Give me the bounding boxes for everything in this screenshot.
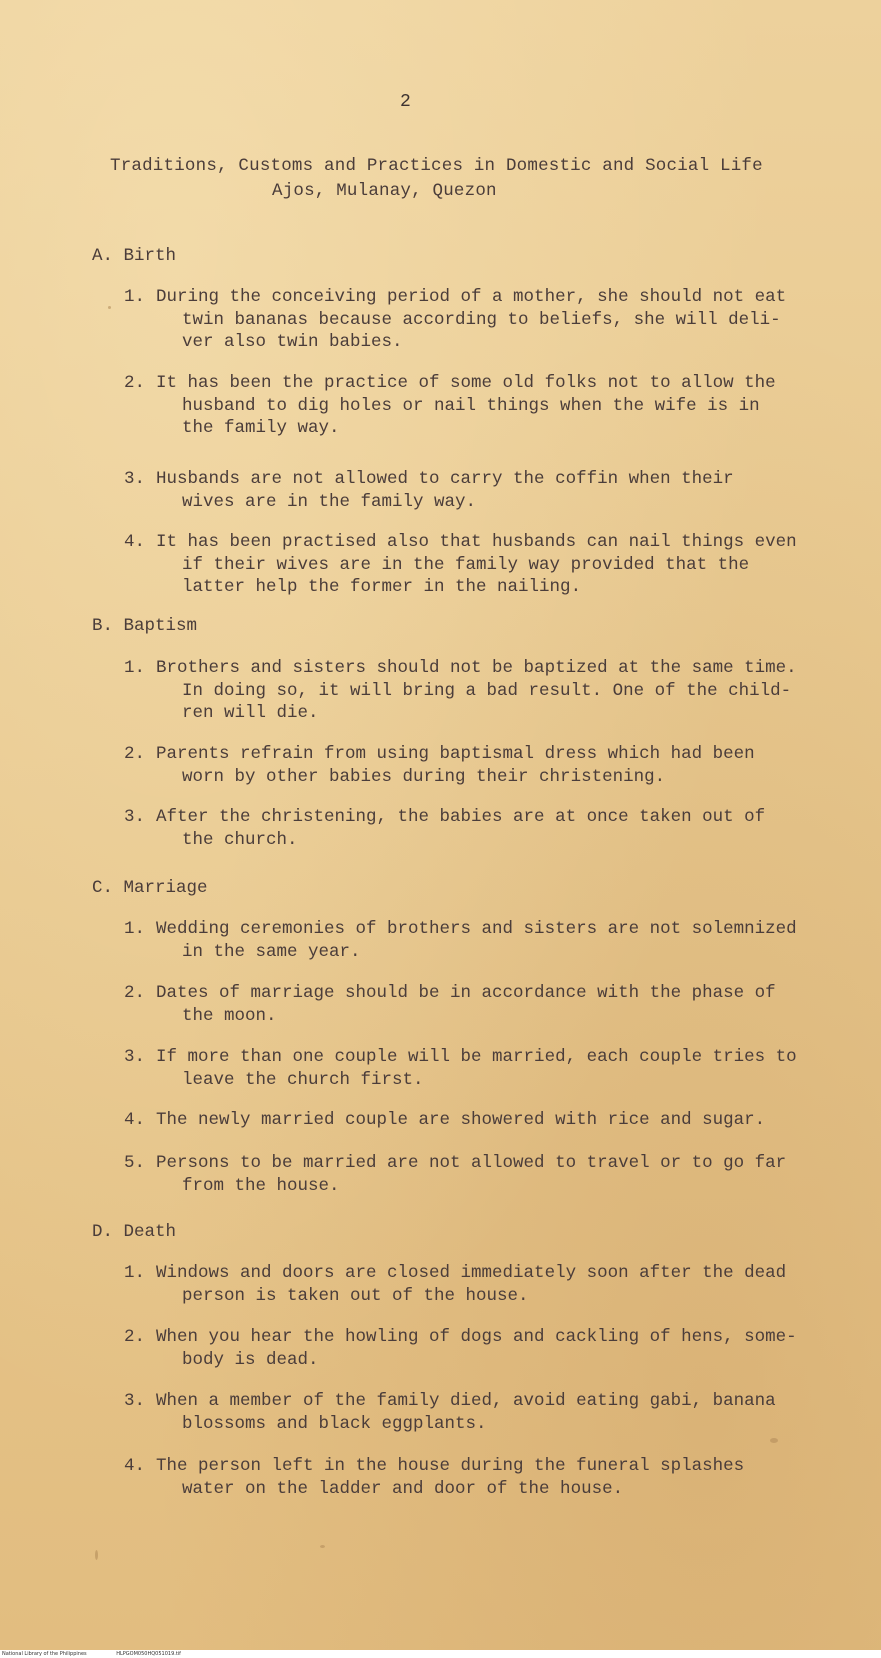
item-line: ren will die. [182,703,319,723]
item-line: Persons to be married are not allowed to travel or to go far [156,1153,787,1173]
section-heading-marriage: C. Marriage [92,878,208,898]
item-line: It has been the practice of some old folks not to allow the [156,373,776,393]
scan-footer [0,1650,881,1658]
list-item [124,468,824,513]
page-number: 2 [400,92,411,112]
list-item [124,1046,824,1091]
paper-speck [320,1545,325,1548]
item-number: 1. [124,658,146,678]
item-line: ver also twin babies. [182,332,403,352]
item-number: 3. [124,1047,146,1067]
item-line: latter help the former in the nailing. [182,577,582,597]
item-line: When a member of the family died, avoid eating gabi, banana [156,1391,776,1411]
section-heading-baptism: B. Baptism [92,616,198,636]
item-line: Windows and doors are closed immediately soon after the dead [156,1263,787,1283]
item-line: The newly married couple are showered with rice and sugar. [156,1110,766,1130]
item-line: body is dead. [182,1349,319,1370]
item-line: If more than one couple will be married, each couple tries to [156,1047,797,1067]
list-item [124,1152,824,1197]
item-line: the family way. [182,418,340,438]
list-item [124,531,824,599]
section-heading-death: D. Death [92,1222,177,1242]
item-line: in the same year. [182,941,361,962]
item-line: water on the ladder and door of the house. [182,1478,624,1499]
item-line: blossoms and black eggplants. [182,1413,487,1434]
item-line: if their wives are in the family way provided that the [182,554,750,575]
paper-speck [95,1550,98,1560]
list-item [124,1390,824,1435]
item-number: 3. [124,469,146,489]
item-line: In doing so, it will bring a bad result. One of the child- [182,680,792,701]
item-line: The person left in the house during the funeral splashes [156,1456,745,1476]
item-line: person is taken out of the house. [182,1285,529,1306]
list-item [124,1326,824,1371]
footer-filename: HLPGOM050HQ051019.tif [116,1651,181,1657]
section-heading-birth: A. Birth [92,246,177,266]
item-number: 3. [124,807,146,827]
item-number: 1. [124,919,146,939]
item-number: 2. [124,983,146,1003]
item-number: 2. [124,373,146,393]
list-item [124,372,824,440]
item-line: After the christening, the babies are at once taken out of [156,807,766,827]
document-title: Traditions, Customs and Practices in Domestic and Social Life [110,156,763,176]
item-line: It has been practised also that husbands can nail things even [156,532,797,552]
list-item [124,657,824,725]
item-line: Parents refrain from using baptismal dress which had been [156,744,755,764]
list-item [124,982,824,1027]
item-number: 2. [124,744,146,764]
item-number: 1. [124,1263,146,1283]
item-line: wives are in the family way. [182,491,477,512]
list-item [124,806,824,851]
paper-speck [770,1438,778,1443]
document-subtitle: Ajos, Mulanay, Quezon [272,181,497,201]
item-line: Wedding ceremonies of brothers and sisters are not solemnized [156,919,797,939]
item-line: Husbands are not allowed to carry the coffin when their [156,469,734,489]
item-line: During the conceiving period of a mother, she should not eat [156,287,787,307]
item-line: Dates of marriage should be in accordance with the phase of [156,983,776,1003]
item-number: 4. [124,1110,146,1130]
list-item [124,1262,824,1307]
list-item [124,286,824,354]
list-item [124,918,824,963]
item-line: Brothers and sisters should not be baptized at the same time. [156,658,797,678]
item-line: leave the church first. [182,1069,424,1090]
item-number: 3. [124,1391,146,1411]
list-item [124,1455,824,1500]
item-line: from the house. [182,1175,340,1196]
item-number: 4. [124,1456,146,1476]
item-line: the church. [182,829,298,850]
list-item [124,743,824,788]
item-number: 4. [124,532,146,552]
item-line: When you hear the howling of dogs and cackling of hens, some- [156,1327,797,1347]
item-number: 2. [124,1327,146,1347]
item-line: twin bananas because according to beliefs, she will deli- [182,309,781,330]
item-line: the moon. [182,1005,277,1026]
paper-speck [108,306,111,309]
item-line: worn by other babies during their christening. [182,766,666,787]
item-number: 1. [124,287,146,307]
list-item [124,1109,824,1132]
footer-institution: National Library of the Philippines [2,1651,87,1657]
item-number: 5. [124,1153,146,1173]
item-line: husband to dig holes or nail things when the wife is in [182,395,760,416]
